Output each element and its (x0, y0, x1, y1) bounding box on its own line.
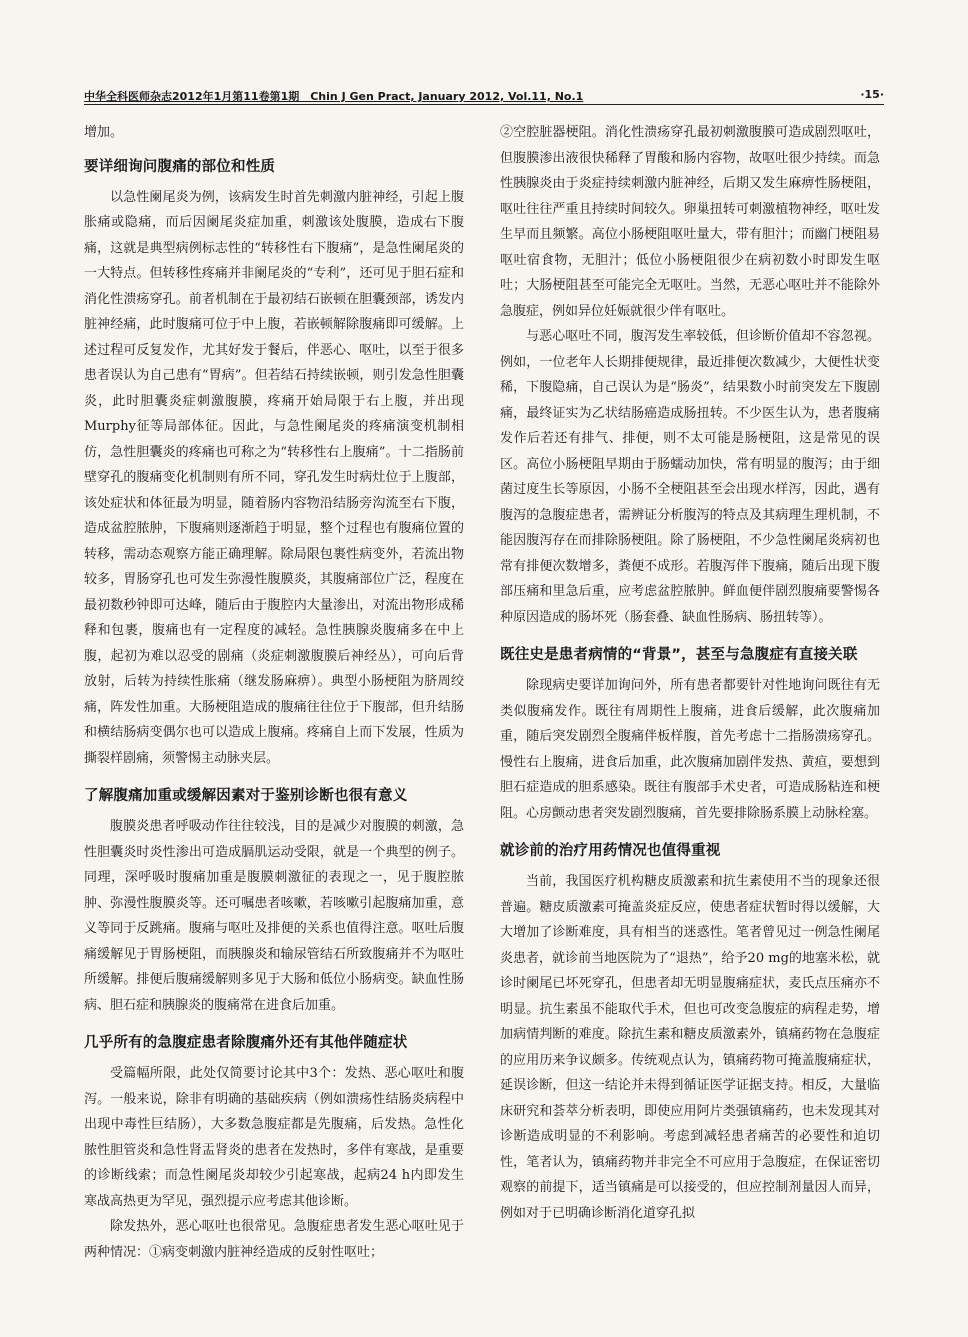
paragraph: 以急性阑尾炎为例，该病发生时首先刺激内脏神经，引起上腹胀痛或隐痛，而后因阑尾炎症加重，刺激该处腹膜，造成右下腹痛，这就是典型病例标志性的“转移性右下腹痛”，是急性阑尾炎的一大特点。但转移性疼痛并非阑尾炎的“专利”，还可见于胆石症和消化性溃疡穿孔。前者机制在于最初结石嵌顿在胆囊颈部，诱发内脏神经痛，此时腹痛可位于中上腹，若嵌顿解除腹痛即可缓解。上述过程可反复发作，尤其好发于餐后，伴恶心、呕吐，以至于很多患者误认为自己患有“胃病”。但若结石持续嵌顿，则引发急性胆囊炎，此时胆囊炎症刺激腹膜，疼痛开始局限于右上腹，并出现Murphy征等局部体征。因此，与急性阑尾炎的疼痛演变机制相仿，急性胆囊炎的疼痛也可称之为“转移性右上腹痛”。十二指肠前壁穿孔的腹痛变化机制则有所不同，穿孔发生时病灶位于上腹部，该处症状和体征最为明显，随着肠内容物沿结肠旁沟流至右下腹，造成盆腔脓肿，下腹痛则逐渐趋于明显，整个过程也有腹痛位置的转移，需动态观察方能正确理解。除局限包裹性病变外，若流出物较多，胃肠穿孔也可发生弥漫性腹膜炎，其腹痛部位广泛，程度在最初数秒钟即可达峰，随后由于腹腔内大量渗出，对流出物形成稀释和包裹，腹痛也有一定程度的减轻。急性胰腺炎腹痛多在中上腹，起初为难以忍受的剧痛（炎症刺激腹膜后神经丛），可向后背放射，后转为持续性胀痛（继发肠麻痹）。典型小肠梗阻为脐周绞痛，阵发性加重。大肠梗阻造成的腹痛往往位于下腹部，但升结肠和横结肠病变偶尔也可以造成上腹痛。疼痛自上而下发展，性质为撕裂样剧痛，须警惕主动脉夹层。 (84, 189, 464, 766)
paragraph: 当前，我国医疗机构糖皮质激素和抗生素使用不当的现象还很普遍。糖皮质激素可掩盖炎症反应，使患者症状暂时得以缓解，大大增加了诊断难度，具有相当的迷惑性。笔者曾见过一例急性阑尾炎患者，就诊前当地医院为了“退热”，给予20 mg的地塞米松，就诊时阑尾已坏死穿孔，但患者却无明显腹痛症状，麦氏点压痛亦不明显。抗生素虽不能取代手术，但也可改变急腹症的病程走势，增加病情判断的难度。除抗生素和糖皮质激素外，镇痛药物在急腹症的应用历来争议颇多。传统观点认为，镇痛药物可掩盖腹痛症状，延误诊断，但这一结论并未得到循证医学证据支持。相反，大量临床研究和荟萃分析表明，即使应用阿片类强镇痛药，也未发现其对诊断造成明显的不利影响。考虑到减轻患者痛苦的必要性和迫切性，笔者认为，镇痛药物并非完全不可应用于急腹症，在保证密切观察的前提下，适当镇痛是可以接受的，但应控制剂量因人而异，例如对于已明确诊断消化道穿孔拟 (500, 874, 880, 1221)
section-heading: 几乎所有的急腹症患者除腹痛外还有其他伴随症状 (84, 1035, 408, 1051)
paragraph: 与恶心呕吐不同，腹泻发生率较低，但诊断价值却不容忽视。例如，一位老年人长期排便规律，最近排便次数减少，大便性状变稀，下腹隐痛，自己误认为是“肠炎”，结果数小时前突发左下腹剧痛，最终证实为乙状结肠癌造成肠扭转。不少医生认为，患者腹痛发作后若还有排气、排便，则不太可能是肠梗阻，这是常见的误区。高位小肠梗阻早期由于肠蠕动加快，常有明显的腹泻；由于细菌过度生长等原因，小肠不全梗阻甚至会出现水样泻，因此，遇有腹泻的急腹症患者，需辨证分析腹泻的特点及其病理生理机制，不能因腹泻存在而排除肠梗阻。除了肠梗阻，不少急性阑尾炎病初也常有排便次数增多，粪便不成形。若腹泻伴下腹痛，随后出现下腹部压痛和里急后重，应考虑盆腔脓肿。鲜血便伴剧烈腹痛要警惕各种原因造成的肠坏死（肠套叠、缺血性肠病、肠扭转等）。 (500, 329, 880, 625)
paragraph: 增加。 (84, 125, 124, 140)
section-heading: 了解腹痛加重或缓解因素对于鉴别诊断也很有意义 (84, 788, 408, 804)
section-heading: 就诊前的治疗用药情况也值得重视 (500, 843, 721, 859)
paragraph: 除发热外，恶心呕吐也很常见。急腹症患者发生恶心呕吐见于两种情况：①病变刺激内脏神经造成的反射性呕吐； (84, 1219, 464, 1260)
paragraph: ②空腔脏器梗阻。消化性溃疡穿孔最初刺激腹膜可造成剧烈呕吐，但腹膜渗出液很快稀释了胃酸和肠内容物，故呕吐很少持续。而急性胰腺炎由于炎症持续刺激内脏神经，后期又发生麻痹性肠梗阻，呕吐往往严重且持续时间较久。卵巢扭转可刺激植物神经，呕吐发生早而且频繁。高位小肠梗阻呕吐量大，带有胆汁；而幽门梗阻易呕吐宿食物，无胆汁；低位小肠梗阻很少在病初数小时即发生呕吐；大肠梗阻甚至可能完全无呕吐。当然，无恶心呕吐并不能除外急腹症，例如异位妊娠就很少伴有呕吐。 (500, 125, 880, 319)
header-rule (84, 104, 884, 105)
running-header (84, 86, 884, 106)
paragraph: 除现病史要详加询问外，所有患者都要针对性地询问既往有无类似腹痛发作。既往有周期性上腹痛，进食后缓解，此次腹痛加重，随后突发剧烈全腹痛伴板样腹，首先考虑十二指肠溃疡穿孔。慢性右上腹痛，进食后加重，此次腹痛加剧伴发热、黄疸，要想到胆石症造成的胆系感染。既往有腹部手术史者，可造成肠粘连和梗阻。心房颤动患者突发剧烈腹痛，首先要排除肠系膜上动脉栓塞。 (500, 678, 880, 821)
journal-citation: 中华全科医师杂志2012年1月第11卷第1期 Chin J Gen Pract, January 2012, Vol.11, No.1 (84, 90, 584, 103)
page-number: ·15· (860, 88, 884, 101)
section-heading: 要详细询问腹痛的部位和性质 (84, 158, 276, 175)
paragraph: 腹膜炎患者呼吸动作往往较浅，目的是减少对腹膜的刺激，急性胆囊炎时炎性渗出可造成膈肌运动受限，就是一个典型的例子。同理，深呼吸时腹痛加重是腹膜刺激征的表现之一，见于腹腔脓肿、弥漫性腹膜炎等。还可嘱患者咳嗽，若咳嗽引起腹痛加重，意义等同于反跳痛。腹痛与呕吐及排便的关系也值得注意。呕吐后腹痛缓解见于胃肠梗阻，而胰腺炎和输尿管结石所致腹痛并不为呕吐所缓解。排便后腹痛缓解则多见于大肠和低位小肠病变。缺血性肠病、胆石症和胰腺炎的腹痛常在进食后加重。 (84, 819, 464, 1013)
left-column (84, 120, 464, 1265)
paragraph: 受篇幅所限，此处仅简要讨论其中3个：发热、恶心呕吐和腹泻。一般来说，除非有明确的基础疾病（例如溃疡性结肠炎病程中出现中毒性巨结肠），大多数急腹症都是先腹痛，后发热。急性化脓性胆管炎和急性肾盂肾炎的患者在发热时，多伴有寒战，是重要的诊断线索；而急性阑尾炎却较少引起寒战，起病24 h内即发生寒战高热更为罕见，强烈提示应考虑其他诊断。 (84, 1066, 464, 1209)
right-column (500, 120, 880, 1226)
section-heading: 既往史是患者病情的“背景”，甚至与急腹症有直接关联 (500, 647, 858, 663)
